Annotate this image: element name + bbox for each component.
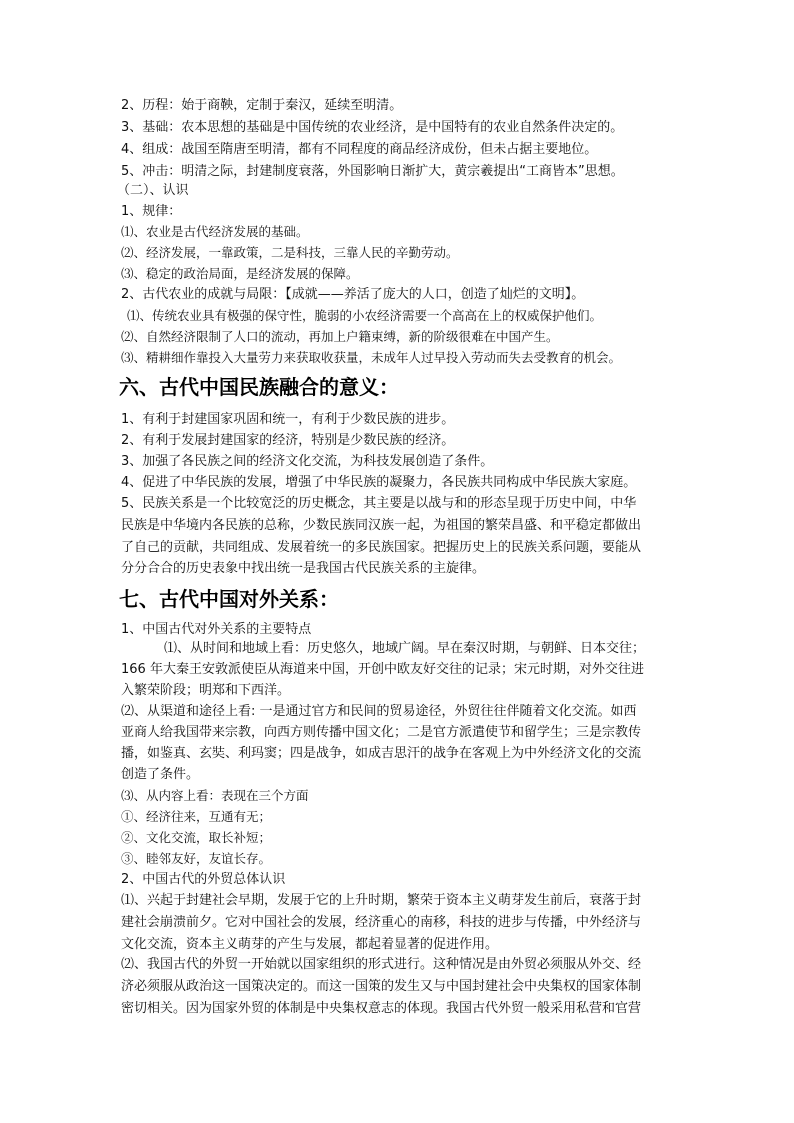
text-line: 2、中国古代的外贸总体认识 bbox=[121, 872, 286, 887]
list-item: ⑶、精耕细作靠投入大量劳力来获取收获量，未成年人过早投入劳动而失去受教育的机会。 bbox=[121, 350, 622, 365]
text-line: 2、历程：始于商鞅，定制于秦汉，延续至明清。 bbox=[121, 98, 403, 113]
list-item: ⑶、稳定的政治局面，是经济发展的保障。 bbox=[121, 266, 359, 281]
text-line: ⑴、从时间和地域上看：历史悠久，地域广阔。早在秦汉时期，与朝鲜、日本交往； bbox=[164, 641, 646, 656]
text-line: 创造了条件。 bbox=[121, 767, 200, 782]
section-heading: 七、古代中国对外关系： bbox=[119, 587, 339, 611]
text-line: 分分合合的历史表象中找出统一是我国古代民族关系的主旋律。 bbox=[121, 561, 486, 576]
list-item: ①、经济往来，互通有无； bbox=[121, 809, 272, 824]
text-line: ⑵、从渠道和途径上看: 一是通过官方和民间的贸易途径，外贸往往伴随着文化交流。如西 bbox=[121, 704, 637, 719]
text-line: 建社会崩溃前夕。它对中国社会的发展，经济重心的南移，科技的进步与传播，中外经济与 bbox=[121, 915, 642, 930]
text-line: ⑴、兴起于封建社会早期，发展于它的上升时期，繁荣于资本主义萌芽发生前后，衰落于封 bbox=[121, 893, 642, 908]
section-heading: 六、古代中国民族融合的意义： bbox=[119, 375, 399, 399]
text-line: ⑵、我国古代的外贸一开始就以国家组织的形式进行。这种情况是由外贸必须服从外交、经 bbox=[121, 957, 642, 972]
text-line: 密切相关。因为国家外贸的体制是中央集权意志的体现。我国古代外贸一般采用私营和官营 bbox=[121, 1001, 642, 1016]
text-line: 1、有利于封建国家巩固和统一，有利于少数民族的进步。 bbox=[121, 412, 455, 427]
text-line: 3、基础：农本思想的基础是中国传统的农业经济，是中国特有的农业自然条件决定的。 bbox=[121, 120, 624, 135]
text-line: 了自己的贡献，共同组成、发展着统一的多民族国家。把握历史上的民族关系问题，要能从 bbox=[121, 540, 642, 555]
text-line: 5、民族关系是一个比较宽泛的历史概念，其主要是以战与和的形态呈现于历史中间，中华 bbox=[121, 496, 637, 511]
text-line: 亚商人给我国带来宗教，向西方则传播中国文化；二是官方派遣使节和留学生；三是宗教传 bbox=[121, 725, 642, 740]
text-line: 文化交流，资本主义萌芽的产生与发展，都起着显著的促进作用。 bbox=[121, 937, 499, 952]
text-line: 4、促进了中华民族的发展，增强了中华民族的凝聚力，各民族共同构成中华民族大家庭。 bbox=[121, 475, 637, 490]
text-line: 播，如鉴真、玄奘、利玛窦；四是战争，如成吉思汗的战争在客观上为中外经济文化的交流 bbox=[121, 746, 642, 761]
list-item: ⑶、从内容上看：表现在三个方面 bbox=[121, 788, 309, 803]
list-item: ⑵、自然经济限制了人口的流动，再加上户籍束缚，新的阶级很难在中国产生。 bbox=[121, 329, 559, 344]
list-item: ⑴、传统农业具有极强的保守性，脆弱的小农经济需要一个高高在上的权威保护他们。 bbox=[127, 308, 603, 323]
text-line: 2、古代农业的成就与局限：【成就——养活了庞大的人口，创造了灿烂的文明】。 bbox=[121, 287, 585, 302]
text-line: 1、规律： bbox=[121, 204, 182, 219]
list-item: ⑵、经济发展，一靠政策，二是科技，三靠人民的辛勤劳动。 bbox=[121, 245, 459, 260]
text-line: 166 年大秦王安敦派使臣从海道来中国，开创中欧友好交往的记录；宋元时期，对外交往进 bbox=[121, 662, 644, 677]
text-line: 4、组成：战国至隋唐至明清，都有不同程度的商品经济成份，但未占据主要地位。 bbox=[121, 142, 598, 157]
list-item: ⑴、农业是古代经济发展的基础。 bbox=[121, 224, 309, 239]
text-line: 民族是中华境内各民族的总称，少数民族同汉族一起，为祖国的繁荣昌盛、和平稳定都做出 bbox=[121, 518, 642, 533]
text-line: 1、中国古代对外关系的主要特点 bbox=[121, 622, 312, 637]
text-line: 3、加强了各民族之间的经济文化交流，为科技发展创造了条件。 bbox=[121, 454, 494, 469]
text-line: 2、有利于发展封建国家的经济，特别是少数民族的经济。 bbox=[121, 433, 455, 448]
text-line: 5、冲击：明清之际，封建制度衰落，外国影响日渐扩大，黄宗羲提出“工商皆本”思想。 bbox=[121, 164, 624, 179]
list-item: ③、睦邻友好，友谊长存。 bbox=[121, 851, 272, 866]
subsection-heading: （二）、认识 bbox=[117, 183, 189, 198]
list-item: ②、文化交流，取长补短； bbox=[121, 830, 272, 845]
text-line: 济必须服从政治这一国策决定的。而这一国策的发生又与中国封建社会中央集权的国家体制 bbox=[121, 979, 642, 994]
text-line: 入繁荣阶段；明郑和下西洋。 bbox=[121, 683, 291, 698]
